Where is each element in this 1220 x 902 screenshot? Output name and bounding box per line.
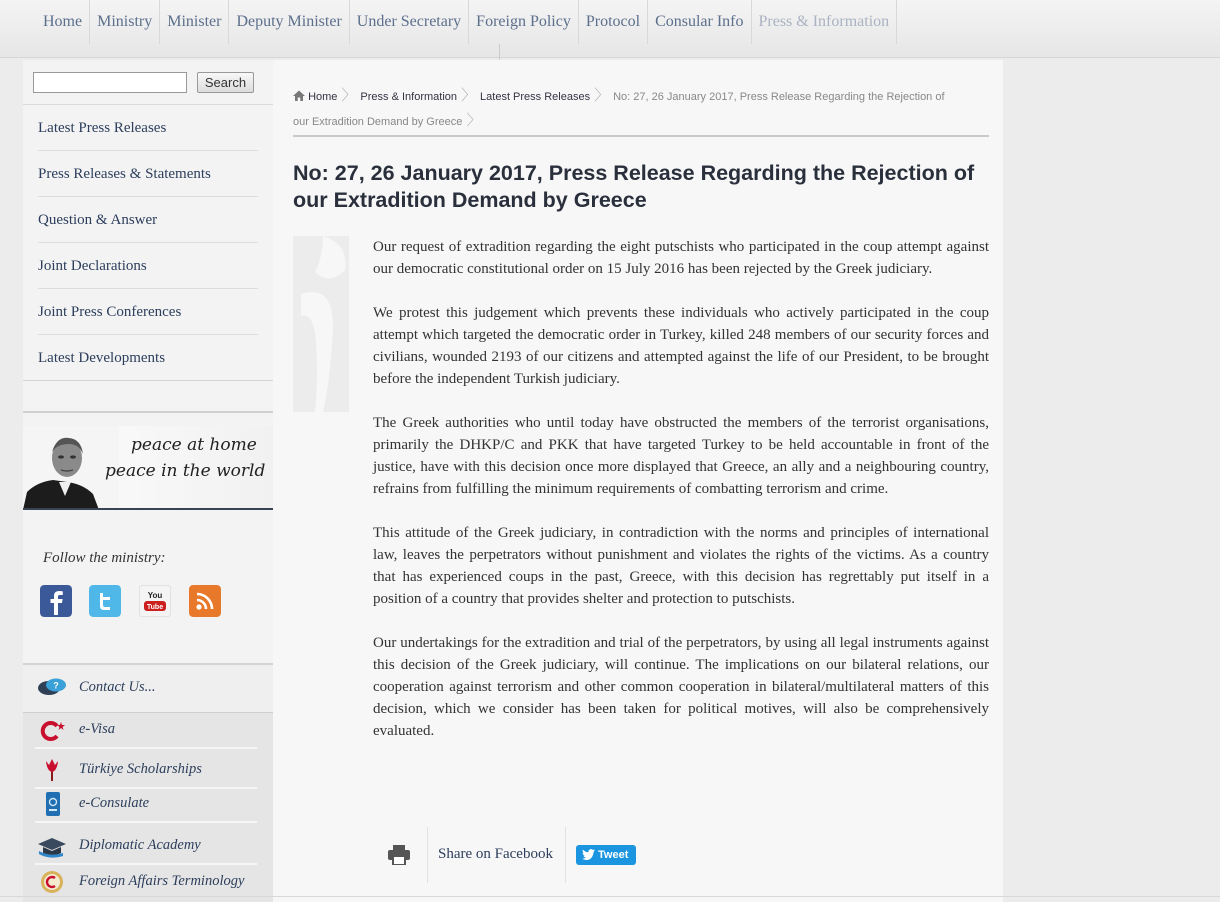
service-label: Foreign Affairs Terminology bbox=[79, 873, 245, 889]
twitter-bird-icon bbox=[582, 849, 595, 860]
chevron-right-icon: 〉 bbox=[461, 87, 477, 104]
service-econsulate[interactable] bbox=[35, 787, 257, 823]
contact-section bbox=[23, 663, 273, 713]
top-navigation bbox=[0, 0, 1220, 58]
divider bbox=[23, 411, 273, 413]
twitter-icon[interactable] bbox=[89, 585, 121, 617]
youtube-icon[interactable] bbox=[139, 585, 171, 617]
divider bbox=[23, 380, 273, 381]
article-paragraph: We protest this judgement which prevents these individuals who actively participated in the coup attempt which targeted the democratic order in Turkey, killed 248 members of our security forces and civilians, wounded 2193 of our citizens and attempted against the life of our President, to be brought before the independent Turkish judiciary. bbox=[373, 305, 989, 387]
banner-line-1: peace at home bbox=[131, 435, 257, 455]
article-paragraph: This attitude of the Greek judiciary, in contradiction with the norms and principles of international law, leaves the perpetrators without punishment and violates the rights of the victims. As a country that has experienced coups in the past, Greece, with this decision has regrettably put itself in a position of a country that provides shelter and protection to putschists. bbox=[373, 525, 989, 607]
chevron-right-icon: 〉 bbox=[594, 87, 610, 104]
tulip-icon bbox=[37, 757, 67, 783]
main-content bbox=[273, 60, 1003, 902]
peace-banner[interactable] bbox=[23, 426, 273, 510]
sidebar-item-latest-developments[interactable]: Latest Developments bbox=[38, 350, 166, 366]
article-paragraph: The Greek authorities who until today have obstructed the members of the terrorist organisations, primarily the DHKP/C and PKK that have targeted Turkey to be held accountable in front of the justice, have with this decision once more displayed that Greece, an ally and a neighbouring country, refrains from fulfilling the minimum requirements of combatting terrorism and crime. bbox=[373, 415, 989, 497]
chevron-right-icon: 〉 bbox=[466, 112, 482, 129]
page-title: No: 27, 26 January 2017, Press Release Regarding the Rejection of our Extradition Demand by Greece bbox=[293, 161, 975, 212]
sidebar-item-question-answer[interactable]: Question & Answer bbox=[38, 197, 258, 243]
nav-home[interactable]: Home bbox=[36, 0, 90, 44]
nav-deputy-minister[interactable]: Deputy Minister bbox=[229, 0, 349, 44]
nav-divider bbox=[499, 44, 500, 60]
article-paragraph: Our request of extradition regarding the eight putschists who participated in the coup attempt against our democratic constitutional order on 15 July 2016 has been rejected by the Greek judiciary. bbox=[373, 239, 989, 277]
graduation-cap-icon bbox=[37, 833, 67, 859]
nav-ministry[interactable]: Ministry bbox=[90, 0, 160, 44]
nav-minister[interactable]: Minister bbox=[160, 0, 229, 44]
service-diplomatic-academy[interactable] bbox=[35, 829, 257, 865]
svg-text:?: ? bbox=[53, 680, 59, 691]
service-label: e-Visa bbox=[79, 721, 115, 737]
nav-protocol[interactable]: Protocol bbox=[579, 0, 648, 44]
services-list bbox=[23, 713, 273, 902]
decorative-quote-icon bbox=[293, 236, 349, 412]
print-icon[interactable] bbox=[387, 845, 411, 865]
service-scholarships[interactable] bbox=[35, 753, 257, 789]
sidebar bbox=[23, 60, 273, 902]
banner-quote bbox=[105, 432, 271, 484]
tweet-label: Tweet bbox=[598, 849, 629, 861]
facebook-icon[interactable] bbox=[40, 585, 72, 617]
breadcrumb-home[interactable]: Home bbox=[308, 91, 338, 103]
seal-icon bbox=[37, 869, 67, 895]
search-button[interactable]: Search bbox=[197, 72, 254, 93]
breadcrumb-latest-press-releases[interactable]: Latest Press Releases bbox=[480, 91, 591, 103]
chevron-right-icon: 〉 bbox=[341, 87, 357, 104]
service-label: Türkiye Scholarships bbox=[79, 761, 202, 777]
share-facebook-button[interactable]: Share on Facebook bbox=[438, 846, 553, 862]
home-icon bbox=[293, 90, 305, 101]
sidebar-item-joint-press-conferences[interactable]: Joint Press Conferences bbox=[38, 289, 258, 335]
nav-consular-info[interactable]: Consular Info bbox=[648, 0, 751, 44]
evisa-icon bbox=[37, 717, 67, 743]
svg-text:You: You bbox=[147, 591, 163, 600]
divider bbox=[427, 827, 428, 883]
contact-label: Contact Us... bbox=[79, 679, 156, 695]
sidebar-item-latest-press-releases[interactable]: Latest Press Releases bbox=[38, 105, 258, 151]
speech-bubble-icon bbox=[37, 675, 67, 701]
banner-line-2: peace in the world bbox=[105, 461, 266, 481]
sidebar-item-joint-declarations[interactable]: Joint Declarations bbox=[38, 243, 258, 289]
breadcrumb-current: No: 27, 26 January 2017, Press Release Regarding the Rejection of our Extradition Demand by Greece bbox=[293, 91, 945, 128]
article-body bbox=[373, 236, 989, 764]
breadcrumb bbox=[293, 84, 963, 134]
divider bbox=[565, 827, 566, 883]
contact-link[interactable] bbox=[35, 671, 257, 707]
passport-icon bbox=[37, 791, 67, 817]
divider bbox=[0, 896, 1220, 897]
nav-under-secretary[interactable]: Under Secretary bbox=[350, 0, 469, 44]
nav-press-information[interactable]: Press & Information bbox=[752, 0, 898, 44]
tweet-button[interactable] bbox=[576, 845, 636, 865]
service-label: e-Consulate bbox=[79, 795, 150, 811]
nav-foreign-policy[interactable]: Foreign Policy bbox=[469, 0, 579, 44]
sidebar-menu bbox=[38, 105, 258, 381]
search-input[interactable] bbox=[33, 72, 187, 93]
sidebar-item-press-releases-statements[interactable]: Press Releases & Statements bbox=[38, 151, 258, 197]
follow-label: Follow the ministry: bbox=[43, 550, 166, 566]
rss-icon[interactable] bbox=[189, 585, 221, 617]
service-label: Diplomatic Academy bbox=[79, 837, 201, 853]
svg-text:Tube: Tube bbox=[146, 604, 164, 611]
share-bar bbox=[373, 827, 673, 883]
article-paragraph: Our undertakings for the extradition and trial of the perpetrators, by using all legal instruments against this decision of the Greek judiciary, will continue. The implications on our bilateral relations, our cooperation against terrorism and other common cooperation in bilateral/multilateral matters of this decision, which we consider has been taken for political motives, will also be comprehensively evaluated. bbox=[373, 635, 989, 739]
breadcrumb-press-information[interactable]: Press & Information bbox=[360, 91, 458, 103]
service-evisa[interactable] bbox=[35, 713, 257, 749]
divider bbox=[293, 135, 989, 137]
